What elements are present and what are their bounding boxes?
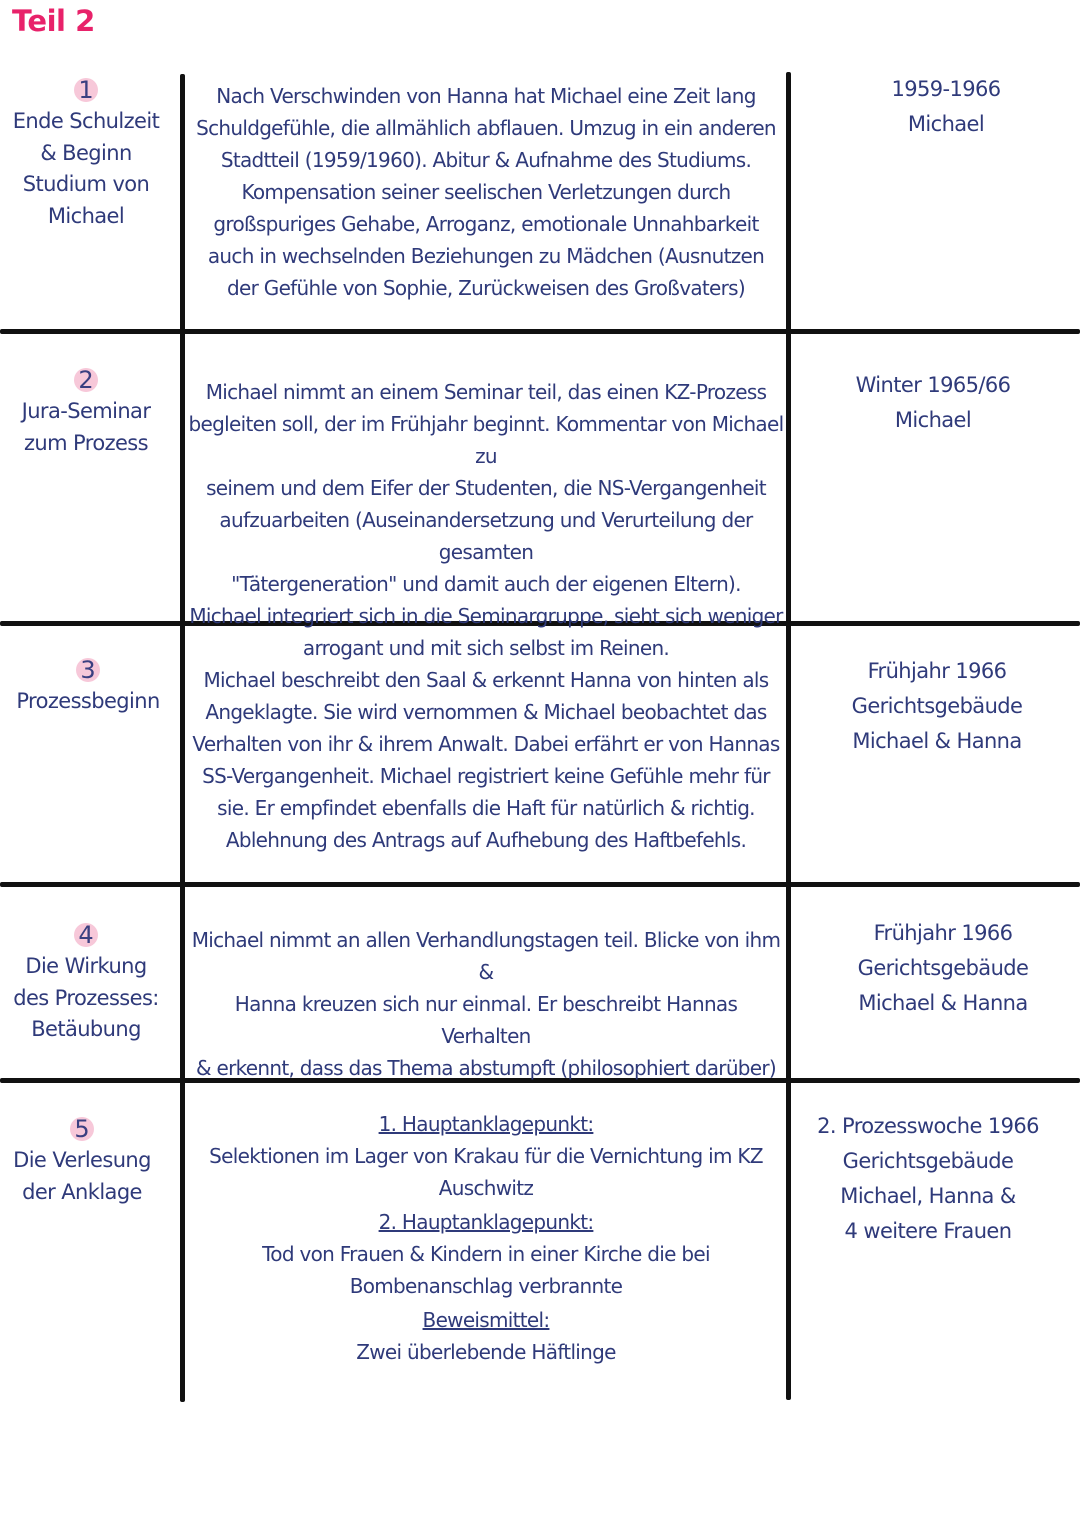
description-line: SS-Vergangenheit. Michael registriert keine Gefühle mehr für [202, 764, 770, 788]
charge-text: Bombenanschlag verbrannte [349, 1274, 623, 1298]
evidence-text: Zwei überlebende Häftlinge [356, 1340, 616, 1364]
description-line: begleiten soll, der im Frühjahr beginnt. Kommentar von Michael zu [188, 412, 784, 468]
row-label-line: der Anklage [22, 1179, 142, 1204]
description-line: Michael beschreibt den Saal & erkennt Hanna von hinten als [203, 668, 769, 692]
row-number-badge: 1 [74, 78, 98, 102]
row-number-badge: 3 [76, 658, 100, 682]
description-line: Ablehnung des Antrags auf Aufhebung des Haftbefehls. [225, 828, 747, 852]
row-number-badge: 2 [74, 368, 98, 392]
description-line: der Gefühle von Sophie, Zurückweisen des Großvaters) [227, 276, 745, 300]
info-line: 2. Prozesswoche 1966 [817, 1114, 1039, 1138]
table-row-3-description [188, 664, 784, 856]
info-line: Frühjahr 1966 [873, 921, 1013, 945]
description-line: Nach Verschwinden von Hanna hat Michael eine Zeit lang [216, 84, 756, 108]
description-line: & erkennt, dass das Thema abstumpft (philosophiert darüber) [195, 1056, 777, 1080]
table-row-4-description [188, 924, 784, 1084]
row-divider [0, 882, 1080, 887]
description-line: Hanna kreuzen sich nur einmal. Er beschreibt Hannas Verhalten [234, 992, 738, 1048]
info-line: Frühjahr 1966 [867, 659, 1007, 683]
charge-heading: 2. Hauptanklagepunkt: [378, 1210, 594, 1234]
description-line: Michael integriert sich in die Seminargruppe, sieht sich weniger [189, 604, 783, 628]
charge-heading: 1. Hauptanklagepunkt: [378, 1112, 594, 1136]
info-line: Gerichtsgebäude [851, 694, 1023, 718]
info-line: Michael, Hanna & [840, 1184, 1016, 1208]
page-title: Teil 2 [12, 4, 95, 38]
description-line: seinem und dem Eifer der Studenten, die NS-Vergangenheit [206, 476, 766, 500]
table-row-1-label [0, 78, 172, 232]
info-line: Michael [907, 112, 985, 136]
info-line: Michael & Hanna [858, 991, 1028, 1015]
row-label-line: Ende Schulzeit [12, 109, 160, 133]
description-line: Michael nimmt an einem Seminar teil, das einen KZ-Prozess [205, 380, 767, 404]
table-row-2-description [188, 376, 784, 664]
row-label-line: Die Wirkung [25, 954, 147, 978]
table-row-4-label [0, 923, 172, 1046]
table-row-3-info [794, 654, 1080, 759]
table-row-2-label [0, 368, 172, 459]
table-row-3-label [0, 658, 176, 718]
row-label-line: & Beginn [40, 140, 132, 165]
info-line: Michael [894, 408, 972, 432]
table-row-1-info [800, 72, 1080, 142]
description-line: arrogant und mit sich selbst im Reinen. [302, 636, 670, 660]
table-row-4-info [800, 916, 1080, 1021]
row-label-line: Prozessbeginn [16, 689, 160, 713]
row-label-line: Die Verlesung [13, 1148, 151, 1172]
description-line: Schuldgefühle, die allmählich abflauen. Umzug in ein anderen [196, 116, 776, 140]
description-line: auch in wechselnden Beziehungen zu Mädchen (Ausnutzen [207, 244, 765, 268]
description-line: großspuriges Gehabe, Arroganz, emotionale Unnahbarkeit [213, 212, 759, 236]
row-number-badge: 4 [74, 923, 98, 947]
description-line: Angeklagte. Sie wird vernommen & Michael beobachtet das [205, 700, 767, 724]
row-label-line: Studium von [22, 172, 150, 196]
row-label-line: Michael [47, 203, 125, 228]
description-line: aufzuarbeiten (Auseinandersetzung und Verurteilung der gesamten [219, 508, 753, 564]
evidence-heading: Beweismittel: [422, 1308, 550, 1332]
description-line: Michael nimmt an allen Verhandlungstagen teil. Blicke von ihm & [191, 928, 781, 984]
info-line: 1959-1966 [891, 77, 1001, 101]
row-number-badge: 5 [70, 1117, 94, 1141]
table-row-2-info [786, 368, 1080, 438]
row-label-line: zum Prozess [23, 430, 148, 455]
row-label-line: des Prozesses: [13, 985, 159, 1010]
row-divider [0, 329, 1080, 334]
info-line: 4 weitere Frauen [844, 1219, 1012, 1243]
table-row-5-label [0, 1117, 164, 1208]
table-row-1-description [188, 80, 784, 304]
description-line: sie. Er empfindet ebenfalls die Haft für natürlich & richtig. [217, 796, 755, 820]
table-row-5-description [188, 1108, 784, 1368]
row-label-line: Betäubung [31, 1017, 141, 1041]
column-divider-left [180, 74, 185, 1402]
info-line: Gerichtsgebäude [857, 956, 1029, 980]
row-label-line: Jura-Seminar [21, 399, 151, 423]
charge-text: Auschwitz [438, 1176, 534, 1200]
info-line: Michael & Hanna [852, 729, 1022, 753]
charge-text: Tod von Frauen & Kindern in einer Kirche die bei [262, 1242, 710, 1266]
info-line: Winter 1965/66 [855, 373, 1011, 397]
description-line: "Tätergeneration" und damit auch der eigenen Eltern). [231, 572, 741, 596]
table-row-5-info [790, 1109, 1066, 1249]
description-line: Kompensation seiner seelischen Verletzungen durch [241, 180, 731, 204]
info-line: Gerichtsgebäude [842, 1149, 1014, 1173]
description-line: Stadtteil (1959/1960). Abitur & Aufnahme des Studiums. [220, 148, 752, 172]
charge-text: Selektionen im Lager von Krakau für die Vernichtung im KZ [209, 1144, 763, 1168]
description-line: Verhalten von ihr & ihrem Anwalt. Dabei erfährt er von Hannas [192, 732, 780, 756]
